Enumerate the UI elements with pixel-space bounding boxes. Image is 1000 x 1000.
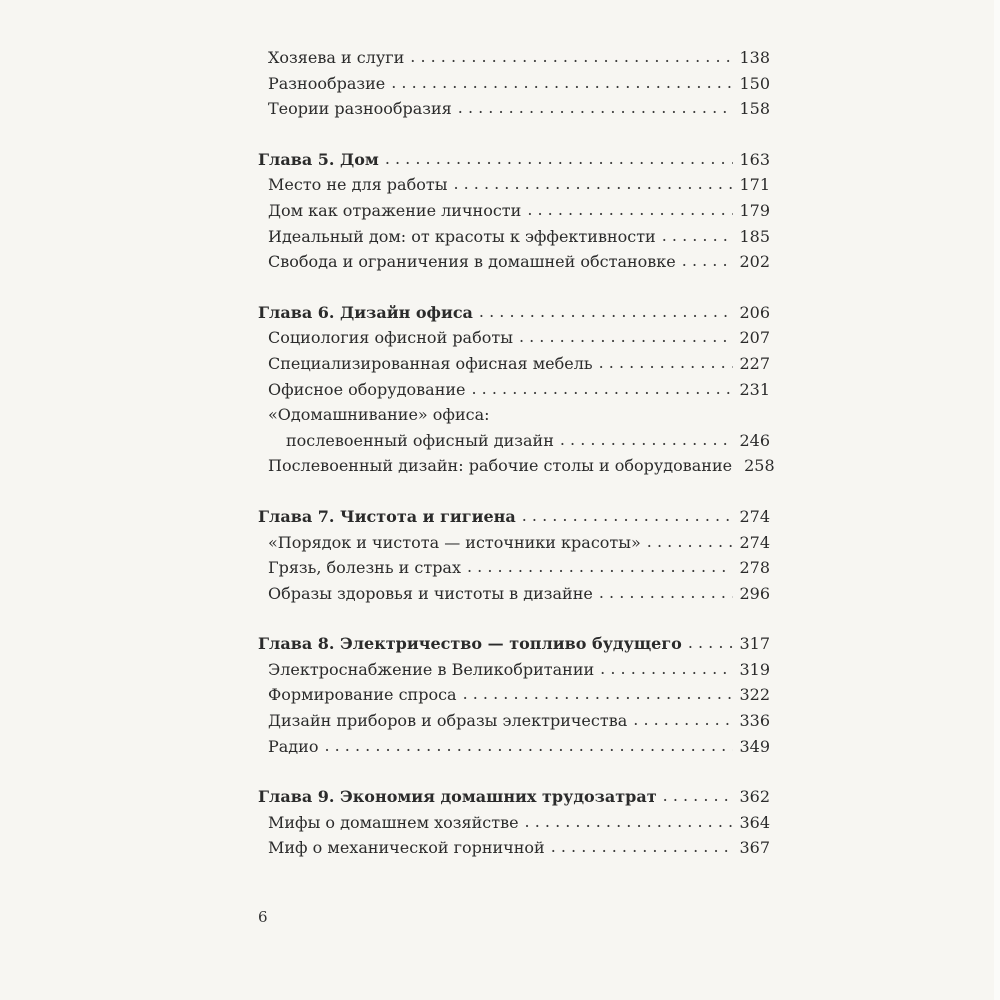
toc-leader-dots <box>682 248 734 274</box>
toc-entry-title: Офисное оборудование <box>268 379 466 399</box>
toc-leader-dots <box>663 783 734 809</box>
toc-page-number: 274 <box>739 532 770 552</box>
toc-leader-dots <box>527 197 733 223</box>
toc-entry <box>258 428 770 454</box>
toc-entry-title: послевоенный офисный дизайн <box>286 430 554 450</box>
toc-entry-title: Радио <box>268 736 319 756</box>
toc-entry <box>258 198 770 224</box>
toc-leader-dots <box>600 656 733 682</box>
toc-leader-dots <box>551 834 734 860</box>
toc-page-number: 227 <box>739 353 770 373</box>
toc-page-number: 319 <box>739 659 770 679</box>
toc-page-number: 179 <box>739 200 770 220</box>
toc-section <box>258 147 770 275</box>
toc-entry-title: Образы здоровья и чистоты в дизайне <box>268 583 593 603</box>
toc-entry-title: Теории разнообразия <box>268 99 452 119</box>
toc-page-number: 138 <box>739 48 770 67</box>
toc-leader-dots <box>324 733 733 759</box>
toc-page-number: 246 <box>739 430 770 450</box>
toc-entry <box>258 96 770 122</box>
toc-entry <box>258 325 770 351</box>
toc-page-number: 362 <box>739 787 770 807</box>
toc-entry-title: Электроснабжение в Великобритании <box>268 659 595 679</box>
toc-entry <box>258 657 770 683</box>
toc-entry-title: «Одомашнивание» офиса: <box>268 405 490 425</box>
toc-entry <box>258 249 770 275</box>
toc-chapter-heading <box>258 784 770 810</box>
toc-entry-title: «Порядок и чистота — источники красоты» <box>268 532 641 552</box>
toc-page-number: 336 <box>739 711 770 731</box>
toc-leader-dots <box>458 95 734 121</box>
toc-entry-title: Грязь, болезнь и страх <box>268 558 461 578</box>
toc-page-number: 296 <box>739 583 770 603</box>
toc-entry-title: Глава 7. Чистота и гигиена <box>258 506 516 526</box>
toc-entry <box>258 810 770 836</box>
toc-chapter-heading <box>258 300 770 326</box>
toc-page-number: 349 <box>739 736 770 756</box>
toc-entry <box>258 45 770 71</box>
toc-leader-dots <box>453 171 733 197</box>
toc-leader-dots <box>522 503 734 529</box>
toc-leader-dots <box>560 427 734 453</box>
toc-leader-dots <box>599 580 734 606</box>
toc-section <box>258 784 770 861</box>
toc-leader-dots <box>385 146 734 172</box>
toc-page-number: 206 <box>739 302 770 322</box>
toc-section <box>258 504 770 606</box>
table-of-contents <box>258 45 775 886</box>
toc-leader-dots <box>688 630 734 656</box>
toc-entry <box>258 682 770 708</box>
toc-entry-title: Разнообразие <box>268 73 386 93</box>
toc-page-number: 322 <box>739 685 770 705</box>
toc-page-number: 278 <box>739 558 770 578</box>
toc-entry-title: Свобода и ограничения в домашней обстановке <box>268 252 676 272</box>
toc-entry-title: Глава 5. Дом <box>258 149 379 169</box>
toc-entry-title: Социология офисной работы <box>268 328 513 348</box>
toc-entry <box>258 530 770 556</box>
toc-page-number: 258 <box>744 456 775 476</box>
toc-page-number: 317 <box>739 634 770 654</box>
toc-page-number: 364 <box>739 812 770 832</box>
toc-entry <box>258 224 770 250</box>
toc-entry <box>258 172 770 198</box>
toc-entry-title: Дизайн приборов и образы электричества <box>268 711 628 731</box>
toc-entry-title: Место не для работы <box>268 175 448 195</box>
toc-entry <box>258 835 770 861</box>
toc-section <box>258 45 770 122</box>
toc-entry <box>258 71 770 97</box>
toc-entry <box>258 734 770 760</box>
toc-entry-title: Дом как отражение личности <box>268 200 522 220</box>
toc-leader-dots <box>633 707 733 733</box>
toc-entry <box>258 708 770 734</box>
toc-entry-title: Глава 6. Дизайн офиса <box>258 302 473 322</box>
toc-entry <box>258 351 770 377</box>
toc-chapter-heading <box>258 504 770 530</box>
toc-leader-dots <box>662 223 734 249</box>
toc-section <box>258 300 775 479</box>
toc-page-number: 171 <box>739 175 770 195</box>
toc-leader-dots <box>467 554 733 580</box>
toc-entry-title: Формирование спроса <box>268 685 457 705</box>
toc-page-number: 231 <box>739 379 770 399</box>
toc-page-number: 202 <box>739 252 770 272</box>
page-number: 6 <box>258 908 268 926</box>
toc-leader-dots <box>525 809 734 835</box>
toc-entry-title: Идеальный дом: от красоты к эффективности <box>268 226 656 246</box>
toc-entry-title: Глава 9. Экономия домашних трудозатрат <box>258 787 657 807</box>
toc-entry-title: Хозяева и слуги <box>268 48 405 67</box>
toc-entry <box>258 453 775 479</box>
toc-chapter-heading <box>258 631 770 657</box>
toc-entry-title: Послевоенный дизайн: рабочие столы и оборудование <box>268 456 733 476</box>
toc-leader-dots <box>599 350 734 376</box>
toc-entry-title: Миф о механической горничной <box>268 838 545 858</box>
toc-leader-dots <box>391 70 733 96</box>
toc-leader-dots <box>479 299 734 325</box>
toc-leader-dots <box>410 44 733 70</box>
toc-entry-title: Глава 8. Электричество — топливо будущего <box>258 634 682 654</box>
toc-leader-dots <box>519 324 734 350</box>
toc-page-number: 367 <box>739 838 770 858</box>
toc-entry <box>258 377 770 403</box>
toc-page-number: 150 <box>739 73 770 93</box>
toc-entry-title: Специализированная офисная мебель <box>268 353 593 373</box>
toc-entry <box>258 555 770 581</box>
page-edge <box>994 0 1000 1000</box>
toc-page-number: 207 <box>739 328 770 348</box>
toc-page-number: 185 <box>739 226 770 246</box>
toc-chapter-heading <box>258 147 770 173</box>
toc-entry <box>258 581 770 607</box>
toc-page-number: 274 <box>739 506 770 526</box>
toc-leader-dots <box>472 376 734 402</box>
toc-entry-title: Мифы о домашнем хозяйстве <box>268 812 519 832</box>
toc-leader-dots <box>463 681 734 707</box>
toc-entry <box>258 402 770 428</box>
toc-page-number: 163 <box>739 149 770 169</box>
toc-section <box>258 631 770 759</box>
toc-page-number: 158 <box>739 99 770 119</box>
toc-leader-dots <box>647 529 734 555</box>
